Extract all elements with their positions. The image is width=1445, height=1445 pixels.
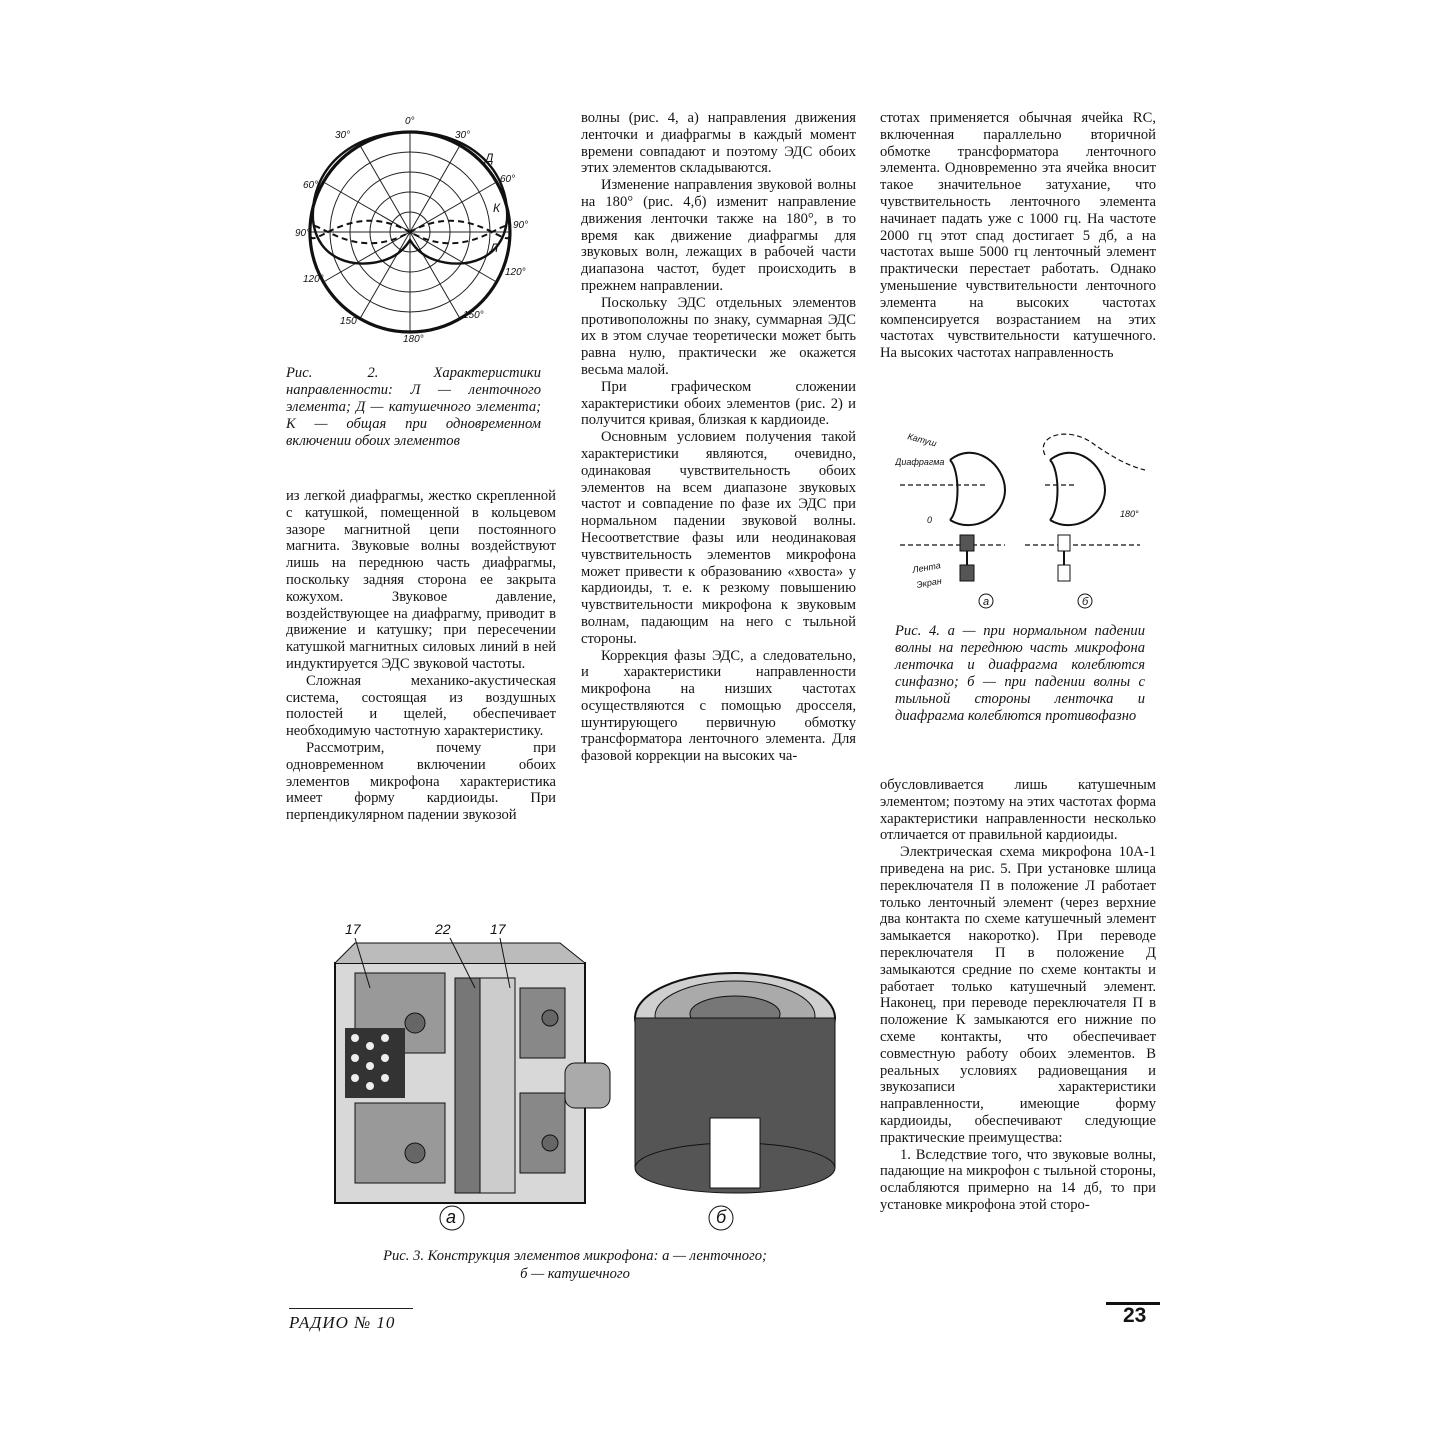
figure-4-caption: Рис. 4. а — при нормальном падении волны на переднюю часть микрофона ленточка и диафрагма колеблются синфазно; б — при падении волны с тыльной стороны ленточка и диафрагма колеблются противофазно	[895, 623, 1145, 724]
label-katush: Катуш	[906, 431, 938, 449]
paragraph: обусловливается лишь катушечным элементом; поэтому на этих частотах форма характеристики направленности несколько отличается от правильной кардиоиды.	[880, 777, 1156, 844]
coil-element-illustration	[635, 973, 835, 1193]
label-ekran: Экран	[915, 575, 943, 590]
paragraph: Сложная механико-акустическая система, состоящая из воздушных полостей и щелей, обеспечивает необходимую частотную характеристику.	[286, 672, 556, 740]
figure-4-diagram	[895, 425, 1150, 615]
angle-label: 30°	[335, 130, 351, 141]
column-3-text-bottom	[880, 777, 1156, 1214]
label-180: 180°	[1120, 509, 1139, 519]
paragraph: Рассмотрим, почему при одновременном включении обоих элементов микрофона характеристика имеет форму кардиоиды. При перпендикулярном падении звукозой	[286, 739, 556, 824]
angle-label: 120°	[303, 274, 324, 285]
sublabel-b: б	[1082, 596, 1089, 608]
angle-label: 150°	[463, 310, 484, 321]
paragraph: Изменение направления звуковой волны на 180° (рис. 4,б) изменит направление движения ленточки также на 180°, в то время как движение диафрагмы для звуковых волн, лежащих в рабочей части диапазона частот, будет происходить в прежнем направлении.	[581, 177, 856, 294]
paragraph: Основным условием получения такой характеристики являются, очевидно, одинаковая чувствительность обоих элементов на всем диапазоне звуковых частот и совпадение по фазе их ЭДС при нормальном падении звуковой волны. Несоответствие фазы или неодинаковая чувствительность элементов микрофона может привести к образованию «хвоста» у кардиоиды, т. е. к резкому повышению чувствительности микрофона к звуковым волнам, падающим на него с тыльной стороны.	[581, 429, 856, 647]
column-2-text	[581, 110, 856, 765]
paragraph: стотах применяется обычная ячейка RC, включенная параллельно вторичной обмотке трансформатора ленточного элемента. Одновременно эта ячейка вносит такое значительное затухание, что чувствительность ленточного элемента начинает падать уже с 1000 гц. На частоте 2000 гц этот спад достигает 5 дб, а на частотах выше 5000 гц ленточный элемент практически перестает работать. Однако уменьшение чувствительности ленточного элемента на высоких частотах компенсируется возрастанием на этих частотах чувствительности катушечного. На высоких частотах направленность	[880, 110, 1156, 362]
angle-label: 60°	[303, 180, 319, 191]
part-number: 17	[345, 921, 361, 937]
paragraph: волны (рис. 4, а) направления движения ленточки и диафрагмы в каждый момент времени совпадают и поэтому ЭДС обоих этих элементов складываются.	[581, 110, 856, 177]
column-1-text	[286, 488, 556, 824]
paragraph: Электрическая схема микрофона 10А-1 приведена на рис. 5. При установке шлица переключателя П в положение Л работает только ленточный элемент (через верхние два контакта по схеме катушечный элемент замыкается накоротко). При переводе переключателя П в положение Д замыкаются средние по схеме контакты и работает только катушечный элемент. Наконец, при переводе переключателя П в положение К замыкаются его нижние по схеме контакты, что обеспечивает совместную работу обоих элементов. В реальных условиях радиовещания и звукозаписи характеристики направленности, имеющие форму кардиоиды, обеспечивают следующие практические преимущества:	[880, 844, 1156, 1146]
paragraph: из легкой диафрагмы, жестко скрепленной с катушкой, помещенной в кольцевом зазоре магнитной цепи постоянного магнита. Звуковые волны воздействуют лишь на переднюю часть диафрагмы, поскольку задняя сторона ее закрыта кожухом. Звуковое давление, воздействующее на диафрагму, приводит в движение и катушку; при пересечении катушкой магнитных силовых линий в ней индуктируется ЭДС звуковой частоты.	[286, 488, 556, 672]
angle-label: 90°	[295, 228, 311, 239]
sublabel-b: б	[716, 1207, 727, 1227]
label-diaphragm: Диафрагма	[895, 457, 945, 467]
part-number: 22	[435, 921, 451, 937]
angle-label: 120°	[505, 267, 526, 278]
paragraph: Поскольку ЭДС отдельных элементов противоположны по знаку, суммарная ЭДС их в этом случае теоретически может быть равна нулю, практически же окажется весьма малой.	[581, 294, 856, 378]
angle-label: 180°	[403, 334, 424, 345]
sublabel-a: а	[983, 596, 990, 608]
journal-name: РАДИО № 10	[289, 1313, 396, 1332]
angle-label: 30°	[455, 130, 471, 141]
figure-3-caption-line-1: Рис. 3. Конструкция элементов микрофона: а — ленточного;	[383, 1248, 767, 1264]
paragraph: 1. Вследствие того, что звуковые волны, падающие на микрофон с тыльной стороны, ослабляются примерно на 14 дб, то при установке микрофона этой сторо-	[880, 1146, 1156, 1213]
figure-3-caption-line-2: б — катушечного	[520, 1266, 630, 1282]
figure-2-caption: Рис. 2. Характеристики направленности: Л — ленточного элемента; Д — катушечного элемента; К — общая при одновременном включении обоих элементов	[286, 365, 541, 449]
curve-label-k: К	[493, 201, 501, 215]
part-number: 17	[490, 921, 506, 937]
angle-label: 60°	[500, 174, 516, 185]
label-lenta: Лента	[911, 560, 942, 575]
figure-2-polar-diagram	[285, 110, 565, 350]
curve-label-d: Д	[485, 151, 494, 165]
angle-label: 0°	[405, 116, 415, 127]
sublabel-a: а	[446, 1207, 457, 1227]
label-zero: 0	[927, 515, 933, 525]
page-number: 23	[1123, 1304, 1147, 1327]
column-3-text-top	[880, 110, 1156, 362]
curve-label-l: Л	[490, 241, 499, 255]
angle-label: 90°	[513, 220, 529, 231]
paragraph: Коррекция фазы ЭДС, а следовательно, и характеристики направленности микрофона на низших частотах осуществляются с помощью дросселя, шунтирующего первичную обмотку трансформатора ленточного элемента. Для фазовой коррекции на высоких ча-	[581, 647, 856, 765]
figure-3-microphone-elements	[325, 918, 845, 1238]
polar-plot	[285, 110, 565, 350]
footer-rule	[289, 1308, 413, 1309]
angle-label: 150°	[340, 316, 361, 327]
ribbon-element-illustration	[335, 938, 610, 1203]
paragraph: При графическом сложении характеристики обоих элементов (рис. 2) и получится кривая, близкая к кардиоиде.	[581, 378, 856, 429]
